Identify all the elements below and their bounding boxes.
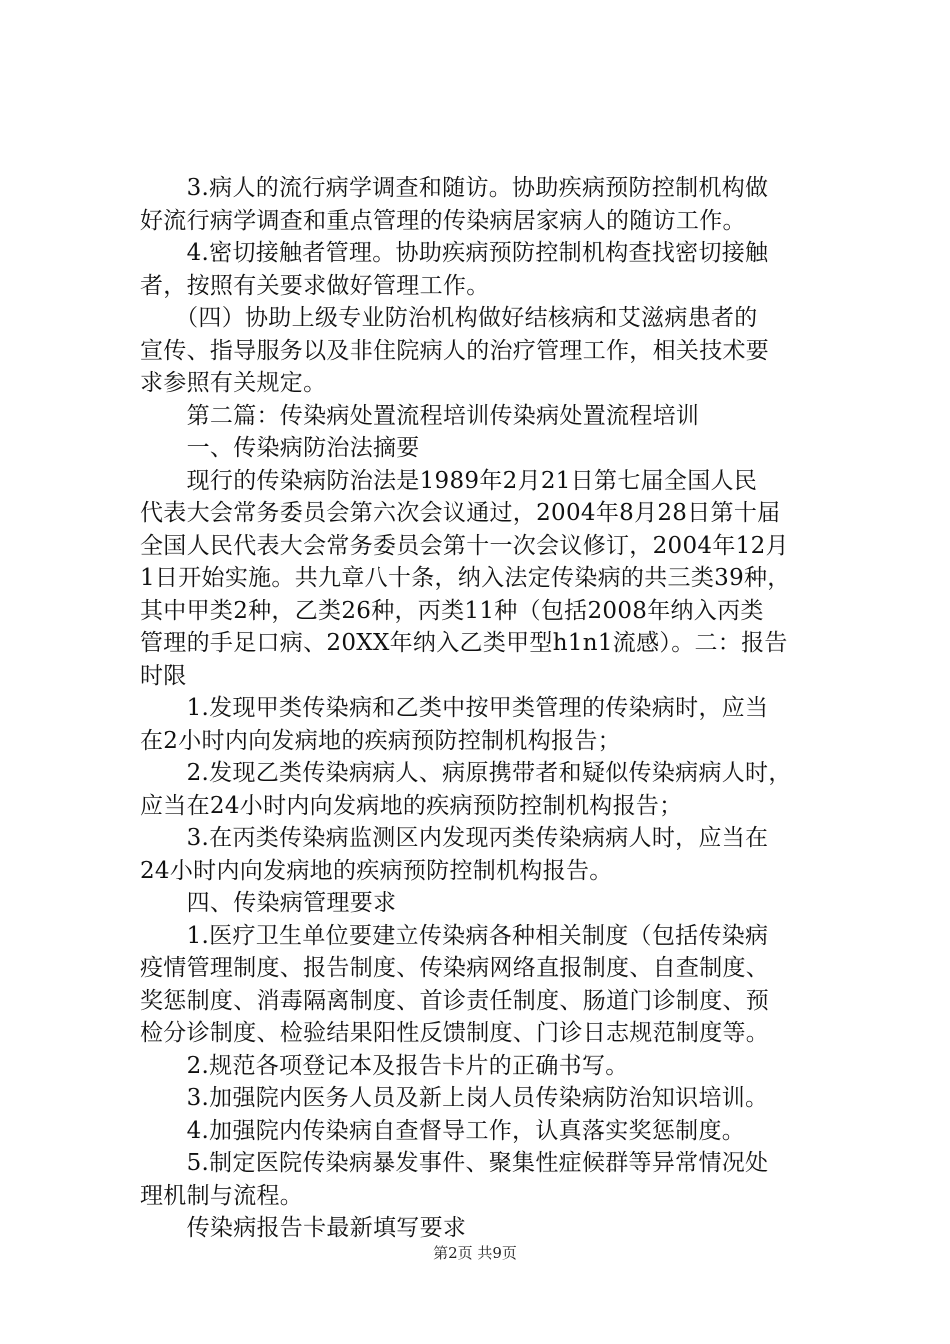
text-line: 4.密切接触者管理。协助疾病预防控制机构查找密切接触	[140, 240, 769, 266]
page-number-footer: 第2页 共9页	[433, 1244, 517, 1262]
text-line: 宣传、指导服务以及非住院病人的治疗管理工作，相关技术要	[140, 337, 770, 364]
section-heading: 一、传染病防治法摘要	[140, 435, 420, 461]
text-line: 应当在24小时内向发病地的疾病预防控制机构报告；	[140, 792, 683, 819]
text-line: 4.加强院内传染病自查督导工作，认真落实奖惩制度。	[140, 1117, 746, 1144]
text-line: 其中甲类2种，乙类26种，丙类11种（包括2008年纳入丙类	[140, 597, 764, 624]
text-line: 2.规范各项登记本及报告卡片的正确书写。	[140, 1052, 629, 1079]
text-line: 全国人民代表大会常务委员会第十一次会议修订，2004年12月	[140, 532, 789, 559]
section-heading: 四、传染病管理要求	[140, 890, 397, 916]
text-line: 理机制与流程。	[140, 1182, 304, 1209]
document-body	[140, 172, 830, 1245]
text-line: 奖惩制度、消毒隔离制度、首诊责任制度、肠道门诊制度、预	[140, 987, 770, 1014]
text-line: 1.发现甲类传染病和乙类中按甲类管理的传染病时，应当	[140, 695, 769, 721]
text-line: 3.在丙类传染病监测区内发现丙类传染病病人时，应当在	[140, 825, 769, 851]
text-line: 管理的手足口病、20XX年纳入乙类甲型h1n1流感）。二：报告	[140, 630, 788, 656]
text-line: 在2小时内向发病地的疾病预防控制机构报告；	[140, 727, 621, 754]
text-line: 1日开始实施。共九章八十条，纳入法定传染病的共三类39种，	[140, 565, 791, 591]
text-line: 24小时内向发病地的疾病预防控制机构报告。	[140, 857, 613, 884]
text-line: （四）协助上级专业防治机构做好结核病和艾滋病患者的	[140, 305, 758, 331]
text-line: 3.病人的流行病学调查和随访。协助疾病预防控制机构做	[140, 175, 769, 201]
text-line: 现行的传染病防治法是1989年2月21日第七届全国人民	[140, 467, 758, 494]
text-line: 疫情管理制度、报告制度、传染病网络直报制度、自查制度、	[140, 955, 770, 981]
text-line: 3.加强院内医务人员及新上岗人员传染病防治知识培训。	[140, 1085, 769, 1111]
text-line: 2.发现乙类传染病病人、病原携带者和疑似传染病病人时，	[140, 760, 792, 786]
text-line: 5.制定医院传染病暴发事件、聚集性症候群等异常情况处	[140, 1150, 769, 1176]
text-line: 好流行病学调查和重点管理的传染病居家病人的随访工作。	[140, 207, 746, 234]
text-line: 时限	[140, 662, 187, 689]
text-line: 代表大会常务委员会第六次会议通过，2004年8月28日第十届	[140, 500, 781, 526]
text-line: 1.医疗卫生单位要建立传染病各种相关制度（包括传染病	[140, 922, 769, 949]
text-line: 求参照有关规定。	[140, 370, 327, 396]
text-line: 检分诊制度、检验结果阳性反馈制度、门诊日志规范制度等。	[140, 1020, 770, 1046]
text-line: 者，按照有关要求做好管理工作。	[140, 272, 490, 299]
section-heading: 第二篇：传染病处置流程培训传染病处置流程培训	[140, 402, 700, 429]
section-heading: 传染病报告卡最新填写要求	[140, 1215, 467, 1241]
